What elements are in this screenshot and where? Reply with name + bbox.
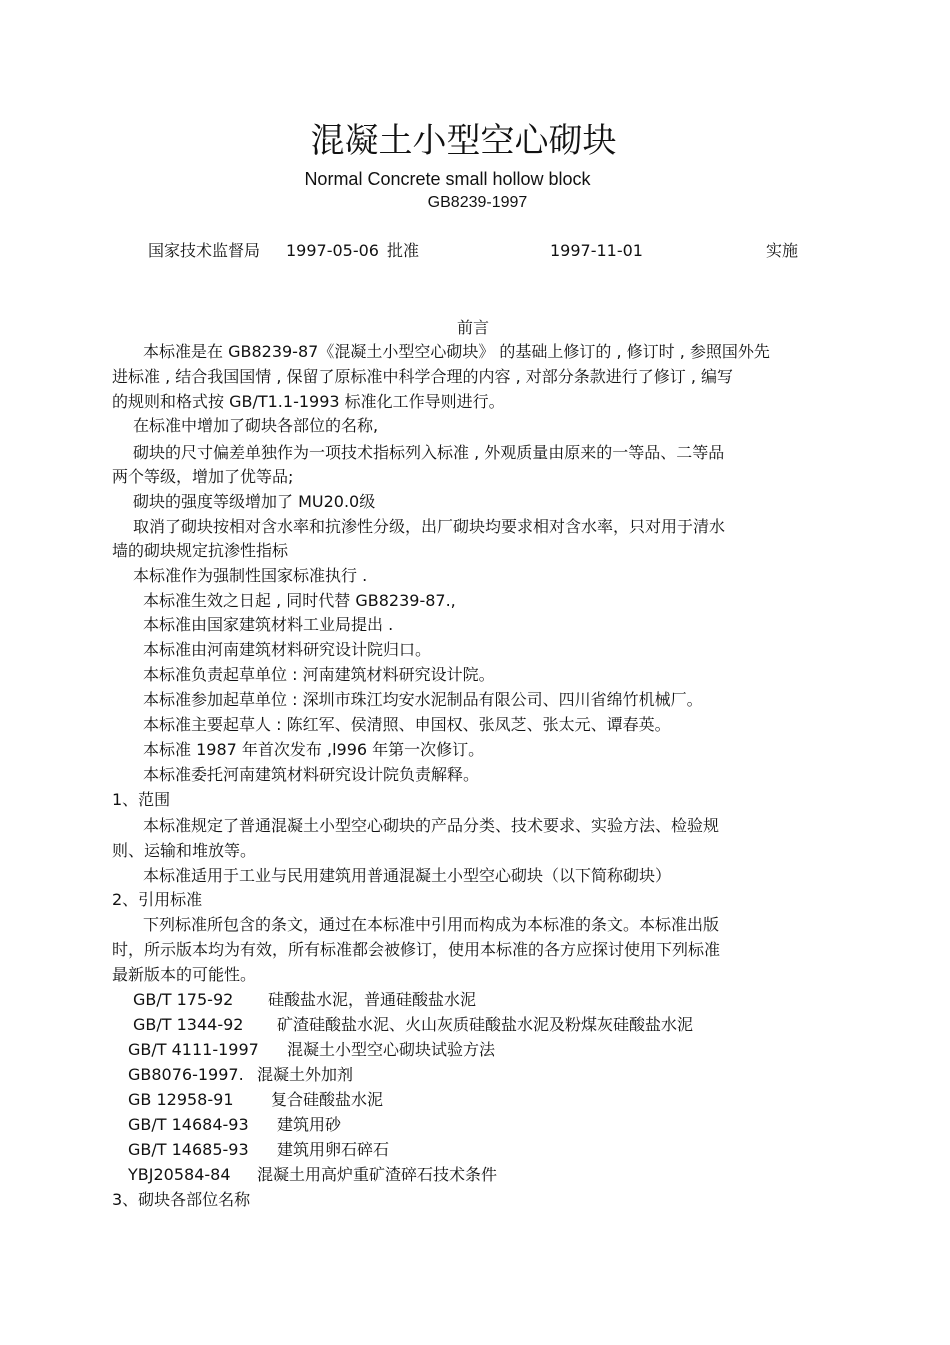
paragraph-line: 本标准主要起草人 : 陈红军、侯清照、申国权、张凤芝、张太元、谭春英。: [143, 715, 671, 734]
paragraph-line: 两个等级，增加了优等品;: [112, 467, 294, 486]
standard-code: GB8239-1997: [427, 194, 528, 211]
paragraph-line: 本标准由国家建筑材料工业局提出 .: [143, 615, 394, 634]
paragraph-line: 砌块的强度等级增加了 MU20.0级: [133, 492, 376, 511]
section-heading-block-parts: 3、砌块各部位名称: [112, 1190, 251, 1209]
foreword-heading: 前言: [457, 318, 490, 337]
paragraph-line: 本标准负责起草单位 : 河南建筑材料研究设计院。: [143, 665, 495, 684]
reference-code: GB/T 14685-93: [128, 1140, 249, 1159]
reference-code: GB/T 1344-92: [133, 1015, 244, 1034]
paragraph-line: 本标准生效之日起 , 同时代替 GB8239-87.,: [143, 591, 456, 610]
paragraph-line: 砌块的尺寸偏差单独作为一项技术指标列入标准 , 外观质量由原来的一等品、二等品: [133, 443, 725, 462]
reference-name: 混凝土小型空心砌块试验方法: [287, 1040, 496, 1059]
reference-code: GB 12958-91: [128, 1090, 234, 1109]
paragraph-line: 本标准参加起草单位 : 深圳市珠江均安水泥制品有限公司、四川省绵竹机械厂。: [143, 690, 703, 709]
approve-date: 1997-05-06: [286, 241, 379, 260]
reference-name: 混凝土用高炉重矿渣碎石技术条件: [257, 1165, 498, 1184]
paragraph-line: 时，所示版本均为有效，所有标准都会被修订，使用本标准的各方应探讨使用下列标准: [112, 940, 721, 959]
paragraph-line: 在标准中增加了砌块各部位的名称,: [133, 416, 379, 435]
paragraph-line: 取消了砌块按相对含水率和抗渗性分级，出厂砌块均要求相对含水率，只对用于清水: [133, 517, 726, 536]
paragraph-line: 墙的砌块规定抗渗性指标: [112, 541, 289, 560]
paragraph-line: 则、运输和堆放等。: [112, 841, 257, 860]
paragraph-line: 本标准规定了普通混凝土小型空心砌块的产品分类、技术要求、实验方法、检验规: [143, 816, 720, 835]
paragraph-line: 本标准由河南建筑材料研究设计院归口。: [143, 640, 432, 659]
effective-label: 实施: [766, 241, 799, 260]
paragraph-line: 下列标准所包含的条文，通过在本标准中引用而构成为本标准的条文。本标准出版: [143, 915, 720, 934]
paragraph-line: 的规则和格式按 GB/T1.1-1993 标准化工作导则进行。: [112, 392, 505, 411]
section-heading-references: 2、引用标准: [112, 890, 203, 909]
paragraph-line: 本标准作为强制性国家标准执行 .: [133, 566, 368, 585]
approve-label: 批准: [387, 241, 420, 260]
reference-name: 建筑用卵石碎石: [277, 1140, 390, 1159]
document-subtitle: Normal Concrete small hollow block: [304, 169, 591, 189]
reference-code: GB/T 4111-1997: [128, 1040, 259, 1059]
reference-code: YBJ20584-84: [128, 1165, 231, 1184]
section-heading-scope: 1、范围: [112, 790, 171, 809]
reference-name: 硅酸盐水泥，普通硅酸盐水泥: [268, 990, 477, 1009]
paragraph-line: 本标准委托河南建筑材料研究设计院负责解释。: [143, 765, 480, 784]
paragraph-line: 本标准适用于工业与民用建筑用普通混凝土小型空心砌块（以下简称砌块）: [143, 866, 672, 885]
reference-name: 混凝土外加剂: [257, 1065, 354, 1084]
reference-code: GB/T 14684-93: [128, 1115, 249, 1134]
reference-code: GB8076-1997.: [128, 1065, 244, 1084]
effective-date: 1997-11-01: [550, 241, 643, 260]
reference-name: 矿渣硅酸盐水泥、火山灰质硅酸盐水泥及粉煤灰硅酸盐水泥: [277, 1015, 694, 1034]
reference-name: 复合硅酸盐水泥: [271, 1090, 384, 1109]
document-title: 混凝土小型空心砌块: [310, 121, 617, 161]
paragraph-line: 进标准 , 结合我国国情 , 保留了原标准中科学合理的内容 , 对部分条款进行了修订 , 编写: [112, 367, 734, 386]
paragraph-line: 本标准 1987 年首次发布 ,l996 年第一次修订。: [143, 740, 485, 759]
paragraph-line: 最新版本的可能性。: [112, 965, 257, 984]
paragraph-line: 本标准是在 GB8239-87《混凝土小型空心砌块》 的基础上修订的 , 修订时 , 参照国外先: [143, 342, 770, 361]
reference-name: 建筑用砂: [277, 1115, 342, 1134]
reference-code: GB/T 175-92: [133, 990, 234, 1009]
issuer: 国家技术监督局: [148, 241, 261, 260]
